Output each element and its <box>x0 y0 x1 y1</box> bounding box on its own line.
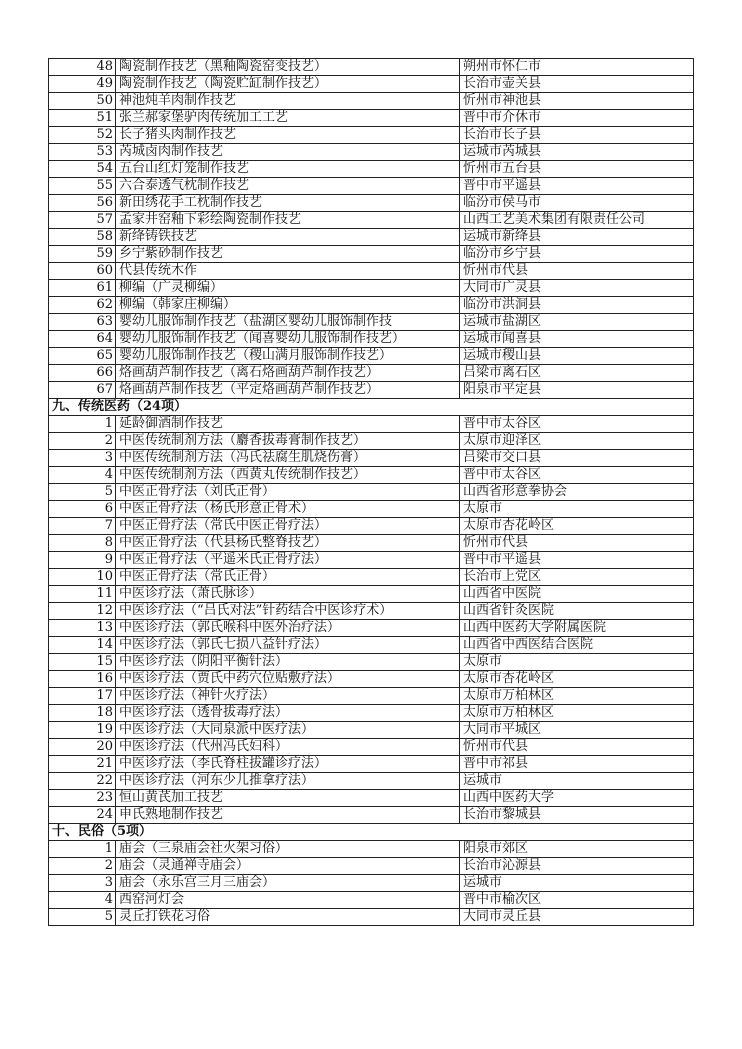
table-row <box>49 467 694 484</box>
applicant-unit: 太原市万柏林区 <box>460 688 694 705</box>
section-header-row <box>49 824 694 841</box>
item-name: 柳编（广灵柳编） <box>116 280 460 297</box>
item-number: 1 <box>49 416 116 433</box>
item-name: 中医诊疗法（大同泉派中医疗法） <box>116 722 460 739</box>
table-row <box>49 909 694 926</box>
item-number: 21 <box>49 756 116 773</box>
applicant-unit: 山西省针灸医院 <box>460 603 694 620</box>
item-number: 5 <box>49 484 116 501</box>
applicant-unit: 运城市盐湖区 <box>460 314 694 331</box>
item-number: 61 <box>49 280 116 297</box>
applicant-unit: 晋中市祁县 <box>460 756 694 773</box>
item-name: 烙画葫芦制作技艺（离石烙画葫芦制作技艺） <box>116 365 460 382</box>
applicant-unit: 太原市杏花岭区 <box>460 518 694 535</box>
table-row <box>49 484 694 501</box>
item-number: 54 <box>49 161 116 178</box>
applicant-unit: 山西省中医院 <box>460 586 694 603</box>
item-name: 乡宁紫砂制作技艺 <box>116 246 460 263</box>
item-name: 中医诊疗法（河东少儿推拿疗法） <box>116 773 460 790</box>
item-number: 56 <box>49 195 116 212</box>
applicant-unit: 晋中市平遥县 <box>460 552 694 569</box>
item-number: 62 <box>49 297 116 314</box>
item-name: 五台山红灯笼制作技艺 <box>116 161 460 178</box>
item-number: 11 <box>49 586 116 603</box>
item-number: 23 <box>49 790 116 807</box>
table-row <box>49 654 694 671</box>
table-row <box>49 365 694 382</box>
applicant-unit: 运城市新绛县 <box>460 229 694 246</box>
table-row <box>49 790 694 807</box>
applicant-unit: 运城市 <box>460 773 694 790</box>
item-name: 婴幼儿服饰制作技艺（闻喜婴幼儿服饰制作技艺） <box>116 331 460 348</box>
item-number: 3 <box>49 875 116 892</box>
applicant-unit: 太原市万柏林区 <box>460 705 694 722</box>
item-number: 53 <box>49 144 116 161</box>
item-number: 64 <box>49 331 116 348</box>
table-row <box>49 144 694 161</box>
table-row <box>49 586 694 603</box>
item-name: 神池炖羊肉制作技艺 <box>116 93 460 110</box>
item-name: 中医诊疗法（神针火疗法） <box>116 688 460 705</box>
section-header-row <box>49 399 694 416</box>
item-number: 55 <box>49 178 116 195</box>
table-row <box>49 535 694 552</box>
item-name: 中医正骨疗法（常氏中医正骨疗法） <box>116 518 460 535</box>
table-row <box>49 569 694 586</box>
item-name: 中医传统制剂方法（麝香拔毒膏制作技艺） <box>116 433 460 450</box>
item-number: 8 <box>49 535 116 552</box>
item-number: 20 <box>49 739 116 756</box>
item-name: 柳编（韩家庄柳编） <box>116 297 460 314</box>
item-name: 中医诊疗法（透骨拔毒疗法） <box>116 705 460 722</box>
item-number: 12 <box>49 603 116 620</box>
item-number: 5 <box>49 909 116 926</box>
table-row <box>49 892 694 909</box>
item-number: 50 <box>49 93 116 110</box>
item-number: 13 <box>49 620 116 637</box>
item-name: 中医诊疗法（李氏脊柱拔罐诊疗法） <box>116 756 460 773</box>
item-number: 66 <box>49 365 116 382</box>
applicant-unit: 山西中医药大学附属医院 <box>460 620 694 637</box>
applicant-unit: 运城市 <box>460 875 694 892</box>
table-row <box>49 76 694 93</box>
item-number: 57 <box>49 212 116 229</box>
applicant-unit: 山西中医药大学 <box>460 790 694 807</box>
item-name: 中医正骨疗法（常氏正骨） <box>116 569 460 586</box>
item-number: 3 <box>49 450 116 467</box>
table-row <box>49 110 694 127</box>
applicant-unit: 吕梁市离石区 <box>460 365 694 382</box>
item-number: 4 <box>49 467 116 484</box>
applicant-unit: 太原市迎泽区 <box>460 433 694 450</box>
applicant-unit: 临汾市洪洞县 <box>460 297 694 314</box>
applicant-unit: 晋中市平遥县 <box>460 178 694 195</box>
item-name: 中医诊疗法（郭氏喉科中医外治疗法） <box>116 620 460 637</box>
item-number: 15 <box>49 654 116 671</box>
table-row <box>49 127 694 144</box>
item-name: 延龄御酒制作技艺 <box>116 416 460 433</box>
applicant-unit: 忻州市神池县 <box>460 93 694 110</box>
applicant-unit: 长治市上党区 <box>460 569 694 586</box>
item-name: 长子猪头肉制作技艺 <box>116 127 460 144</box>
item-name: 中医诊疗法（代州冯氏妇科） <box>116 739 460 756</box>
item-name: 中医正骨疗法（刘氏正骨） <box>116 484 460 501</box>
item-name: 六合泰透气枕制作技艺 <box>116 178 460 195</box>
applicant-unit: 长治市沁源县 <box>460 858 694 875</box>
table-row <box>49 671 694 688</box>
table-row <box>49 433 694 450</box>
item-number: 17 <box>49 688 116 705</box>
table-row <box>49 178 694 195</box>
item-name: 陶瓷制作技艺（黑釉陶瓷窑变技艺） <box>116 59 460 76</box>
table-row <box>49 280 694 297</box>
item-name: 芮城卤肉制作技艺 <box>116 144 460 161</box>
item-name: 中医传统制剂方法（西黄丸传统制作技艺） <box>116 467 460 484</box>
item-number: 9 <box>49 552 116 569</box>
item-name: 中医正骨疗法（杨氏形意正骨术） <box>116 501 460 518</box>
item-number: 2 <box>49 433 116 450</box>
applicant-unit: 山西省中西医结合医院 <box>460 637 694 654</box>
item-name: 庙会（灵通禅寺庙会） <box>116 858 460 875</box>
item-name: 庙会（三泉庙会社火架习俗） <box>116 841 460 858</box>
item-number: 7 <box>49 518 116 535</box>
applicant-unit: 阳泉市平定县 <box>460 382 694 399</box>
table-row <box>49 875 694 892</box>
table-row <box>49 637 694 654</box>
table-row <box>49 59 694 76</box>
applicant-unit: 长治市黎城县 <box>460 807 694 824</box>
applicant-unit: 忻州市代县 <box>460 263 694 280</box>
item-name: 陶瓷制作技艺（陶瓷贮缸制作技艺） <box>116 76 460 93</box>
table-row <box>49 705 694 722</box>
table-row <box>49 501 694 518</box>
table-row <box>49 552 694 569</box>
item-name: 中医传统制剂方法（冯氏祛腐生肌烧伤膏） <box>116 450 460 467</box>
item-number: 67 <box>49 382 116 399</box>
item-number: 60 <box>49 263 116 280</box>
applicant-unit: 大同市平城区 <box>460 722 694 739</box>
applicant-unit: 忻州市代县 <box>460 535 694 552</box>
table-row <box>49 195 694 212</box>
item-number: 48 <box>49 59 116 76</box>
applicant-unit: 山西省形意拳协会 <box>460 484 694 501</box>
item-name: 婴幼儿服饰制作技艺（稷山满月服饰制作技艺） <box>116 348 460 365</box>
table-row <box>49 331 694 348</box>
table-row <box>49 382 694 399</box>
item-name: 新田绣花手工枕制作技艺 <box>116 195 460 212</box>
item-number: 24 <box>49 807 116 824</box>
applicant-unit: 山西工艺美术集团有限责任公司 <box>460 212 694 229</box>
table-row <box>49 263 694 280</box>
item-number: 52 <box>49 127 116 144</box>
applicant-unit: 阳泉市郊区 <box>460 841 694 858</box>
item-name: 灵丘打铁花习俗 <box>116 909 460 926</box>
item-name: 中医诊疗法（阴阳平衡针法） <box>116 654 460 671</box>
item-number: 63 <box>49 314 116 331</box>
item-name: 申氏熟地制作技艺 <box>116 807 460 824</box>
applicant-unit: 大同市广灵县 <box>460 280 694 297</box>
applicant-unit: 晋中市太谷区 <box>460 416 694 433</box>
table-row <box>49 450 694 467</box>
table-row <box>49 518 694 535</box>
item-number: 4 <box>49 892 116 909</box>
applicant-unit: 长治市长子县 <box>460 127 694 144</box>
applicant-unit: 朔州市怀仁市 <box>460 59 694 76</box>
item-name: 新绛铸铁技艺 <box>116 229 460 246</box>
item-name: 中医正骨疗法（平遥米氏正骨疗法） <box>116 552 460 569</box>
item-name: 中医诊疗法（郭氏七损八益针疗法） <box>116 637 460 654</box>
item-number: 6 <box>49 501 116 518</box>
item-name: 代县传统木作 <box>116 263 460 280</box>
applicant-unit: 临汾市侯马市 <box>460 195 694 212</box>
table-row <box>49 246 694 263</box>
table-row <box>49 739 694 756</box>
applicant-unit: 大同市灵丘县 <box>460 909 694 926</box>
item-number: 22 <box>49 773 116 790</box>
applicant-unit: 晋中市介休市 <box>460 110 694 127</box>
item-number: 1 <box>49 841 116 858</box>
table-row <box>49 688 694 705</box>
item-name: 孟家井窑釉下彩绘陶瓷制作技艺 <box>116 212 460 229</box>
item-name: 张兰郝家堡驴肉传统加工工艺 <box>116 110 460 127</box>
table-row <box>49 603 694 620</box>
table-row <box>49 161 694 178</box>
item-name: 西窑河灯会 <box>116 892 460 909</box>
table-row <box>49 756 694 773</box>
item-name: 恒山黄芪加工技艺 <box>116 790 460 807</box>
item-number: 19 <box>49 722 116 739</box>
applicant-unit: 晋中市榆次区 <box>460 892 694 909</box>
item-name: 中医诊疗法（贾氏中药穴位贴敷疗法） <box>116 671 460 688</box>
item-name: 婴幼儿服饰制作技艺（盐湖区婴幼儿服饰制作技 <box>116 314 460 331</box>
table-row <box>49 212 694 229</box>
table-row <box>49 416 694 433</box>
item-name: 庙会（永乐宫三月三庙会） <box>116 875 460 892</box>
item-name: 中医诊疗法（萧氏脉诊） <box>116 586 460 603</box>
table-row <box>49 314 694 331</box>
item-number: 51 <box>49 110 116 127</box>
item-number: 65 <box>49 348 116 365</box>
applicant-unit: 长治市壶关县 <box>460 76 694 93</box>
applicant-unit: 忻州市五台县 <box>460 161 694 178</box>
table-body <box>49 59 694 926</box>
item-number: 10 <box>49 569 116 586</box>
applicant-unit: 吕梁市交口县 <box>460 450 694 467</box>
item-name: 中医正骨疗法（代县杨氏整脊技艺） <box>116 535 460 552</box>
table-row <box>49 93 694 110</box>
table-row <box>49 620 694 637</box>
applicant-unit: 晋中市太谷区 <box>460 467 694 484</box>
applicant-unit: 忻州市代县 <box>460 739 694 756</box>
table-row <box>49 229 694 246</box>
table-row <box>49 297 694 314</box>
table-row <box>49 807 694 824</box>
applicant-unit: 运城市闻喜县 <box>460 331 694 348</box>
item-number: 59 <box>49 246 116 263</box>
table-row <box>49 722 694 739</box>
applicant-unit: 运城市稷山县 <box>460 348 694 365</box>
item-name: 烙画葫芦制作技艺（平定烙画葫芦制作技艺） <box>116 382 460 399</box>
applicant-unit: 太原市 <box>460 654 694 671</box>
applicant-unit: 临汾市乡宁县 <box>460 246 694 263</box>
applicant-unit: 太原市杏花岭区 <box>460 671 694 688</box>
item-number: 16 <box>49 671 116 688</box>
item-number: 18 <box>49 705 116 722</box>
applicant-unit: 太原市 <box>460 501 694 518</box>
table-row <box>49 841 694 858</box>
item-name: 中医诊疗法（“吕氏对法”针药结合中医诊疗术） <box>116 603 460 620</box>
applicant-unit: 运城市芮城县 <box>460 144 694 161</box>
heritage-list-table <box>48 58 694 926</box>
section-title: 十、民俗（5项） <box>49 824 694 841</box>
table-row <box>49 773 694 790</box>
item-number: 2 <box>49 858 116 875</box>
item-number: 14 <box>49 637 116 654</box>
table-row <box>49 348 694 365</box>
table-row <box>49 858 694 875</box>
item-number: 58 <box>49 229 116 246</box>
item-number: 49 <box>49 76 116 93</box>
section-title: 九、传统医药（24项） <box>49 399 694 416</box>
